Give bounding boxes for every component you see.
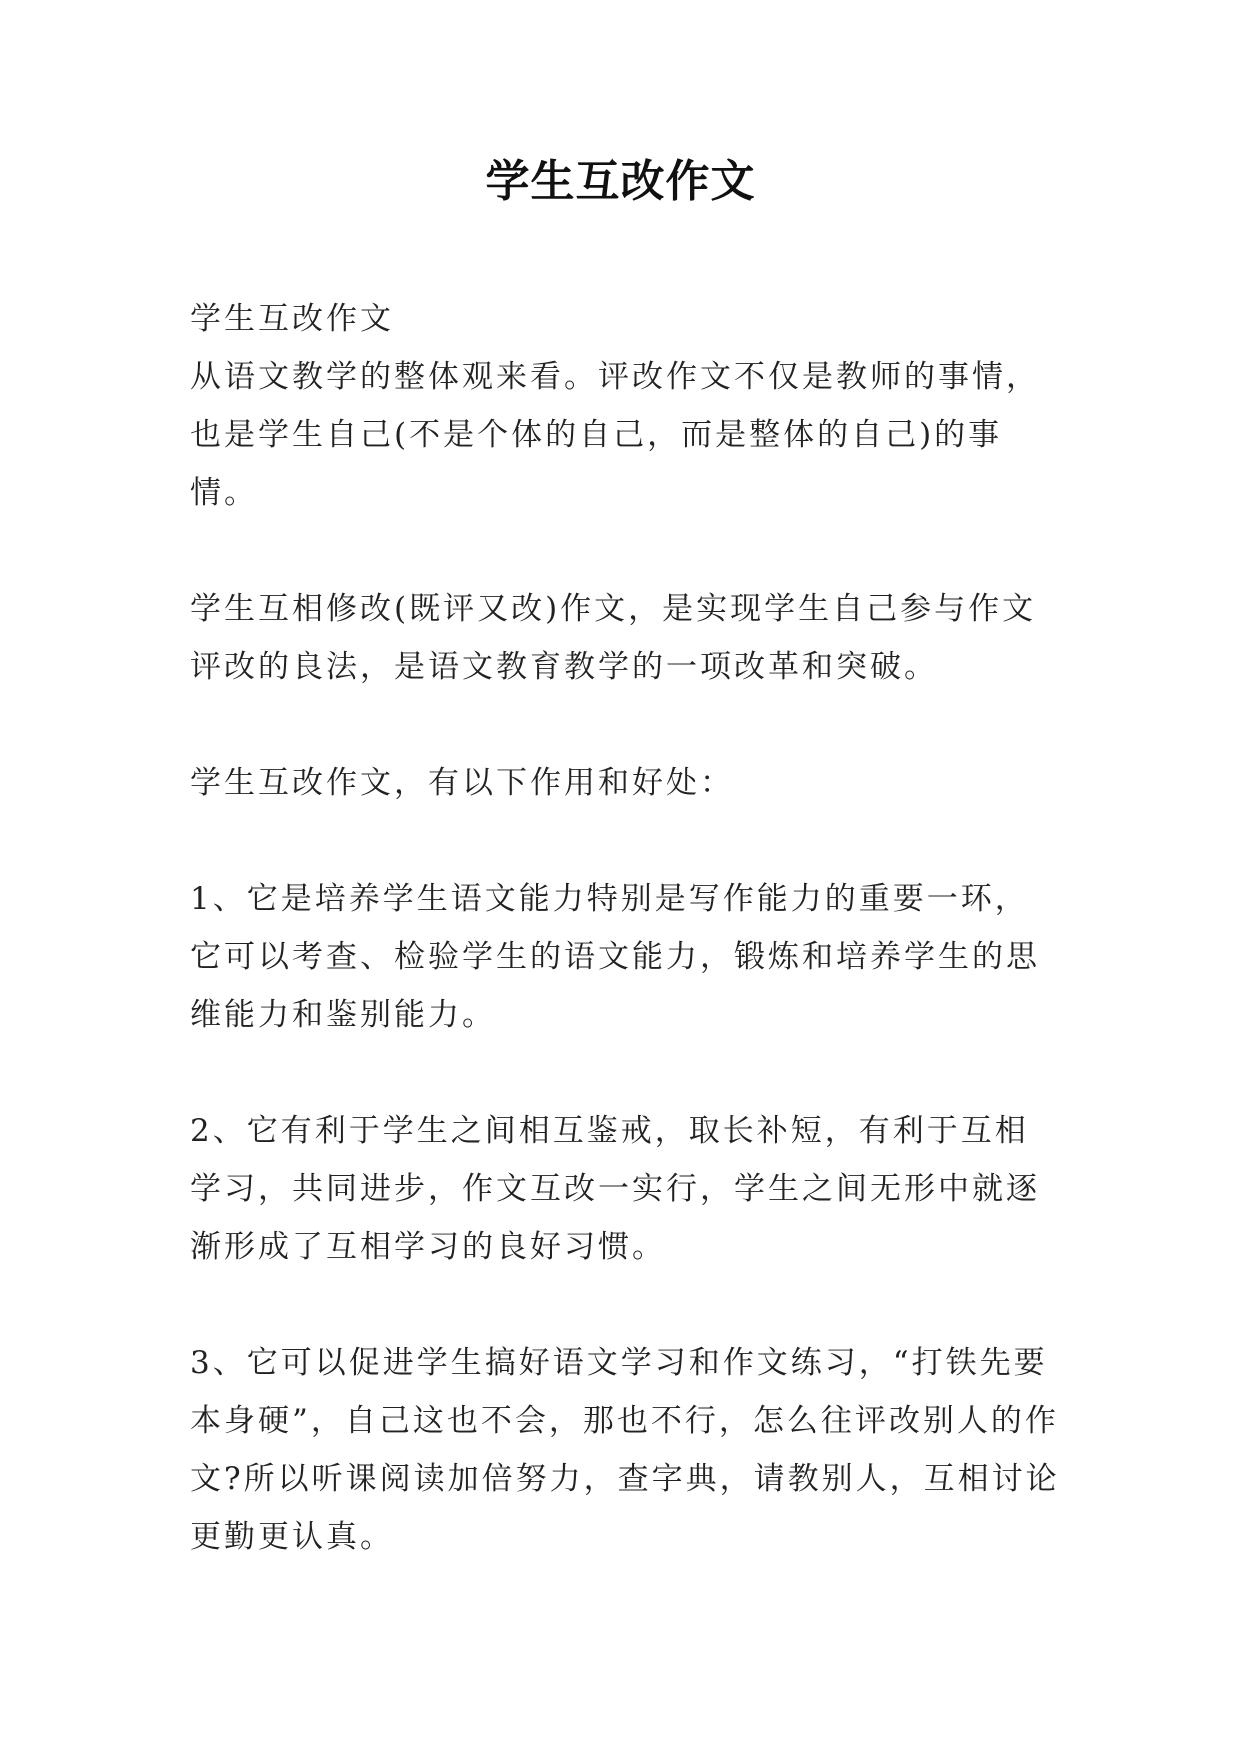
paragraph-intro: 从语文教学的整体观来看。评改作文不仅是教师的事情，也是学生自己(不是个体的自己，而是整体的自己)的事情。 [190, 359, 1040, 511]
paragraph-benefit-3: 3、它可以促进学生搞好语文学习和作文练习，“打铁先要本身硬”，自己这也不会，那也不行，怎么往评改别人的作文?所以听课阅读加倍努力，查字典，请教别人，互相讨论更勤更认真。 [190, 1345, 1060, 1555]
paragraph-subtitle: 学生互改作文 [190, 301, 394, 337]
document-title: 学生互改作文 [485, 156, 756, 207]
paragraph-benefits-heading: 学生互改作文，有以下作用和好处： [190, 765, 734, 801]
paragraph-benefit-2: 2、它有利于学生之间相互鉴戒，取长补短，有利于互相学习，共同进步，作文互改一实行，学生之间无形中就逐渐形成了互相学习的良好习惯。 [190, 1113, 1040, 1265]
paragraph-benefit-1: 1、它是培养学生语文能力特别是写作能力的重要一环，它可以考查、检验学生的语文能力，锻炼和培养学生的思维能力和鉴别能力。 [190, 881, 1040, 1033]
paragraph-method: 学生互相修改(既评又改)作文，是实现学生自己参与作文评改的良法，是语文教育教学的一项改革和突破。 [190, 591, 1037, 685]
document-body [190, 290, 1060, 1624]
